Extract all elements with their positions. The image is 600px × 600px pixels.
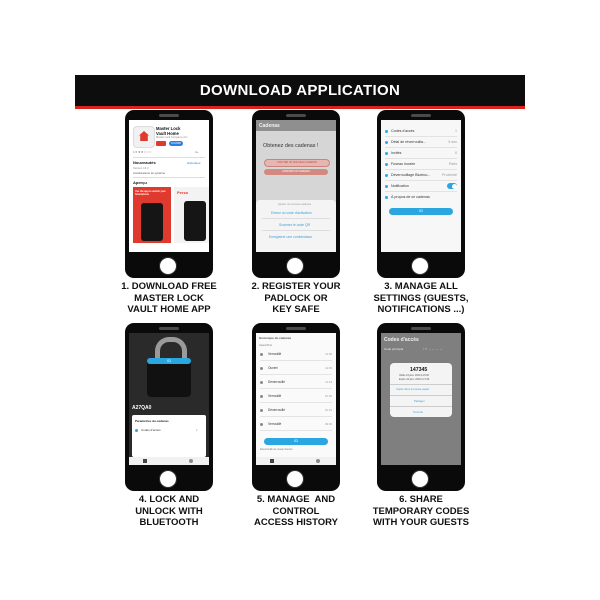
unlock-icon (260, 367, 263, 370)
phone-step-2 (252, 110, 340, 278)
settings-row-bluetooth-unlock[interactable] (385, 172, 457, 181)
caption-line: VAULT HOME APP (127, 304, 211, 315)
register-screen (256, 120, 336, 252)
preview-phone-image (184, 201, 206, 241)
preview-phone-image (141, 203, 163, 241)
phone-step-4 (125, 323, 213, 491)
lock-tab-icon[interactable] (143, 459, 147, 463)
caption-line: 3. MANAGE ALL (384, 281, 458, 292)
caption-line: MASTER LOCK (134, 292, 204, 304)
caption-step-1 (99, 281, 239, 316)
globe-icon (385, 163, 388, 166)
version: Version 13.3 (133, 166, 149, 170)
masked-code: ↑↑↑ ← ← ← ← (423, 347, 443, 351)
lock-icon (260, 381, 263, 384)
dimmed-card (256, 131, 336, 206)
home-button (286, 257, 304, 275)
caption-step-6 (351, 494, 491, 529)
key-icon (385, 130, 388, 133)
caption-line: UNLOCK WITH (135, 505, 203, 517)
temporary-code: 147345 (410, 367, 428, 373)
lock-tab-icon[interactable] (270, 459, 274, 463)
settings-row-notification[interactable] (385, 183, 457, 192)
settings-screen (381, 120, 461, 252)
caption-step-5 (226, 494, 366, 529)
history-screen (256, 333, 336, 465)
device-name: A27QA0 (132, 405, 152, 411)
caption-step-3 (351, 281, 491, 316)
history-entry (260, 350, 332, 361)
row-value: 5 sec (448, 140, 457, 144)
house-icon (139, 131, 149, 141)
phone-step-5 (252, 323, 340, 491)
divider (390, 395, 452, 396)
caption-step-2 (226, 281, 366, 316)
screen-title: Cadenas (259, 123, 280, 129)
primary-button[interactable]: ICI (264, 438, 328, 445)
settings-row-about[interactable] (385, 194, 457, 202)
caption-line: ACCESS HISTORY (254, 517, 338, 528)
caption-line: 5. MANAGE AND (256, 494, 336, 505)
home-button (411, 470, 429, 488)
sheet-title: Ajouter un nouveau cadenas (278, 203, 312, 206)
user-icon (385, 152, 388, 155)
caption-line: WITH YOUR GUESTS (373, 517, 469, 528)
app-name-line-2: Vault Home (156, 131, 179, 136)
add-padlock-button[interactable]: AJOUTER UN NOUVEAU CADENAS (264, 159, 330, 167)
age-rating: 4+ (195, 150, 199, 154)
entry-time: 11:46 (325, 352, 332, 356)
title-banner (75, 75, 525, 106)
settings-title: Paramètres du cadenas (135, 419, 169, 423)
unlock-icon (260, 395, 263, 398)
entry-time: 11:45 (325, 366, 332, 370)
access-codes-screen (381, 333, 461, 465)
entry-label: Déverrouillé (268, 408, 286, 412)
entry-time: 10:02 (325, 394, 332, 398)
publisher: Master Lock Company LLC (156, 136, 188, 139)
heading: Obtenez des cadenas ! (263, 143, 319, 149)
key-icon (135, 429, 138, 432)
earpiece (411, 327, 431, 330)
entry-label: Verrouillé (268, 352, 282, 356)
settings-row-access-codes[interactable] (385, 128, 457, 137)
app-icon (133, 126, 155, 148)
caption-line: PADLOCK OR (264, 292, 328, 304)
lock-icon (260, 409, 263, 412)
divider (133, 157, 205, 158)
app-name-line-1: Master Lock (156, 126, 181, 131)
home-button (159, 257, 177, 275)
padlock-body (147, 359, 191, 397)
history-entry (260, 364, 332, 375)
app-store-screen (129, 120, 209, 252)
settings-row-relock-delay[interactable] (385, 139, 457, 148)
history-title: Historique du cadenas (259, 336, 292, 340)
system-note: Améliorations du système (133, 171, 166, 175)
preview-heading: Aperçu (133, 180, 147, 185)
row-label: Notification (391, 184, 409, 188)
notification-toggle[interactable] (447, 183, 457, 189)
install-button[interactable]: OUVRIR (170, 142, 182, 145)
rating: 1,5 ★★☆☆☆ (133, 150, 152, 154)
toggle-knob (452, 184, 457, 189)
code-dialog (390, 363, 452, 417)
home-button (411, 257, 429, 275)
entry-label: Déverrouillé (268, 380, 286, 384)
row-label: Codes d'accès (391, 129, 415, 133)
option-activation-code[interactable]: Entrez un code d'activation (271, 211, 312, 215)
principal-label: Code principal (384, 347, 404, 351)
caption-line: 6. SHARE (399, 494, 443, 505)
settings-card (132, 415, 206, 457)
row-access-codes[interactable]: Codes d'accès (141, 428, 161, 432)
row-value: 0 (455, 151, 457, 155)
row-label: Invités (391, 151, 402, 155)
row-value: Proximité (442, 173, 457, 177)
phone-step-3 (377, 110, 465, 278)
settings-tab-icon[interactable] (316, 459, 320, 463)
divider (133, 177, 205, 178)
lock-screen (129, 333, 209, 465)
caption-line: CONTROL (272, 505, 320, 517)
earpiece (286, 114, 306, 117)
caption-line: TEMPORARY CODES (372, 505, 470, 517)
valid-to: Expire 24 janv. 2020 à 17:00 (399, 378, 430, 381)
phone-step-1 (125, 110, 213, 278)
caption-line: SETTINGS (GUESTS, (373, 292, 469, 304)
copy-button[interactable]: Copier dans le presse-papier (396, 388, 430, 391)
earpiece (286, 327, 306, 330)
valid-from: Valide 24 janv. 2020 à 15:00 (399, 374, 429, 377)
tab-bar (129, 457, 209, 465)
padlock-image (141, 337, 197, 399)
settings-tab-icon[interactable] (189, 459, 193, 463)
caption-line: 1. DOWNLOAD FREE (121, 281, 217, 292)
row-value: Paris (448, 162, 457, 166)
banner-title: DOWNLOAD APPLICATION (199, 82, 401, 99)
share-button[interactable]: Partager (414, 399, 425, 403)
action-sheet (256, 200, 336, 252)
row-access-codes-value: 1 (196, 428, 198, 432)
divider (262, 218, 330, 219)
preview-promo-label: Perso (177, 190, 189, 195)
history-entry (260, 406, 332, 417)
preview-screenshot-2 (174, 187, 209, 243)
primary-button[interactable]: ICI (389, 208, 453, 215)
row-label: Délai de réverrouilla... (391, 140, 426, 144)
row-label: À propos de ce cadenas (391, 195, 430, 199)
buy-padlock-button[interactable]: ACHETER UN CADENAS (264, 169, 328, 175)
divider (262, 230, 330, 231)
bluetooth-icon (385, 174, 388, 177)
unlock-button[interactable]: ICI (147, 358, 191, 364)
earpiece (159, 114, 179, 117)
earpiece (159, 327, 179, 330)
footer-note: Déverrouillé au niveau d'accès (260, 448, 293, 451)
done-button[interactable]: Terminé (413, 410, 423, 414)
entry-label: Verrouillé (268, 394, 282, 398)
earpiece (411, 114, 431, 117)
caption-line: 4. LOCK AND (138, 494, 200, 505)
option-save-combination[interactable]: Enregistrer une combinaison (269, 235, 313, 239)
preview-caption: Use the app to unlock your Smartphone (135, 190, 166, 196)
preview-screenshot-1 (133, 187, 171, 243)
caption-line: 2. REGISTER YOUR (251, 281, 341, 292)
divider (390, 384, 452, 385)
entry-time: 11:44 (325, 380, 332, 384)
tab-bar (256, 457, 336, 465)
caption-step-4 (99, 494, 239, 529)
home-button (159, 470, 177, 488)
lock-icon (260, 353, 263, 356)
caption-line: NOTIFICATIONS ...) (377, 304, 465, 315)
banner-red-stripe (75, 106, 525, 109)
brand-chip (156, 141, 166, 146)
info-icon (385, 196, 388, 199)
entry-time: 09:30 (325, 422, 332, 426)
phone-step-6 (377, 323, 465, 491)
history-link[interactable]: Historique (187, 161, 201, 165)
date-header: Aujourd'hui (259, 344, 272, 347)
history-entry (260, 420, 332, 431)
row-label: Fuseau horaire (391, 162, 416, 166)
entry-label: Ouvert (268, 366, 278, 370)
option-scan-qr[interactable]: Scannez le code QR (279, 223, 311, 227)
caption-line: BLUETOOTH (139, 517, 199, 528)
bell-icon (385, 185, 388, 188)
settings-row-timezone[interactable] (385, 161, 457, 170)
history-entry (260, 392, 332, 403)
home-button (286, 470, 304, 488)
whats-new-heading: Nouveautés (133, 160, 156, 165)
row-label: Déverrouillage Bluetoo... (391, 173, 431, 177)
divider (390, 406, 452, 407)
screen-title: Codes d'accès (384, 337, 419, 343)
unlock-icon (260, 423, 263, 426)
settings-row-guests[interactable] (385, 150, 457, 159)
entry-time: 10:01 (325, 408, 332, 412)
timer-icon (385, 141, 388, 144)
row-value: 1 (455, 129, 457, 133)
history-entry (260, 378, 332, 389)
caption-line: KEY SAFE (272, 304, 320, 315)
entry-label: Verrouillé (268, 422, 282, 426)
